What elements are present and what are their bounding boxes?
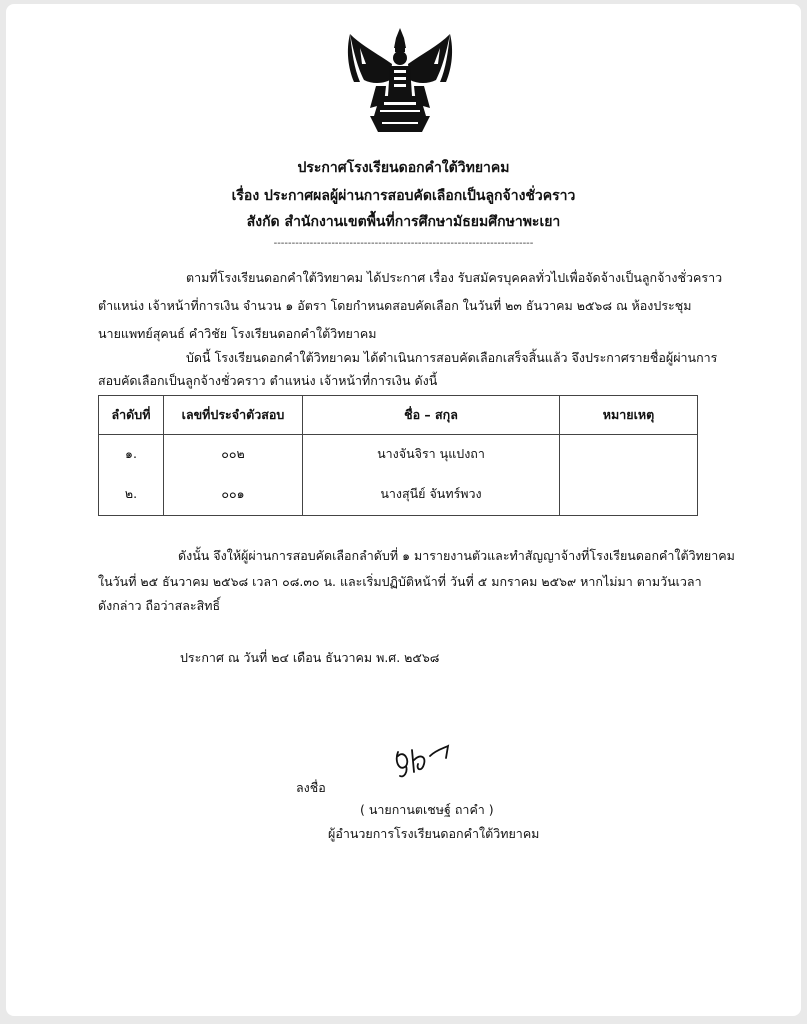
column-header-exam-no: เลขที่ประจำตัวสอบ bbox=[164, 396, 303, 435]
table-row bbox=[99, 435, 698, 474]
body-paragraph-2-line-2: สอบคัดเลือกเป็นลูกจ้างชั่วคราว ตำแหน่ง เจ้าหน้าที่การเงิน ดังนี้ bbox=[98, 373, 438, 388]
cell-order: ๑. bbox=[99, 435, 164, 474]
column-header-name: ชื่อ – สกุล bbox=[303, 396, 560, 435]
cell-note bbox=[560, 473, 698, 516]
column-header-order: ลำดับที่ bbox=[99, 396, 164, 435]
garuda-emblem-icon bbox=[340, 24, 460, 142]
cell-exam-no: ๐๐๑ bbox=[164, 473, 303, 516]
announcement-date: ประกาศ ณ วันที่ ๒๔ เดือน ธันวาคม พ.ศ. ๒๕๖๘ bbox=[180, 650, 440, 665]
separator-line: ------------------------------------------------------------------------ bbox=[273, 238, 534, 249]
signatory-position: ผู้อำนวยการโรงเรียนดอกคำใต้วิทยาคม bbox=[328, 826, 540, 841]
signature-label: ลงชื่อ bbox=[296, 780, 326, 795]
body-paragraph-3-line-3: ดังกล่าว ถือว่าสละสิทธิ์ bbox=[98, 598, 221, 613]
table-row bbox=[99, 473, 698, 516]
table-header-row bbox=[99, 396, 698, 435]
body-paragraph-1-line-1: ตามที่โรงเรียนดอกคำใต้วิทยาคม ได้ประกาศ เรื่อง รับสมัครบุคคลทั่วไปเพื่อจัดจ้างเป็นลูกจ้างชั่วคราว bbox=[186, 270, 723, 285]
body-paragraph-3-line-1: ดังนั้น จึงให้ผู้ผ่านการสอบคัดเลือกลำดับที่ ๑ มารายงานตัวและทำสัญญาจ้างที่โรงเรียนดอกคำใต้วิทยาคม bbox=[178, 548, 735, 563]
signature-icon bbox=[390, 742, 460, 782]
cell-name: นางจันจิรา นุแปงถา bbox=[303, 435, 560, 474]
cell-note bbox=[560, 435, 698, 474]
announcement-affiliation: สังกัด สำนักงานเขตพื้นที่การศึกษามัธยมศึกษาพะเยา bbox=[246, 214, 561, 230]
cell-exam-no: ๐๐๒ bbox=[164, 435, 303, 474]
results-table bbox=[98, 395, 698, 516]
announcement-subject: เรื่อง ประกาศผลผู้ผ่านการสอบคัดเลือกเป็นลูกจ้างชั่วคราว bbox=[231, 188, 576, 204]
column-header-note: หมายเหตุ bbox=[560, 396, 698, 435]
body-paragraph-2-line-1: บัดนี้ โรงเรียนดอกคำใต้วิทยาคม ได้ดำเนินการสอบคัดเลือกเสร็จสิ้นแล้ว จึงประกาศรายชื่อผู้ผ่านการ bbox=[186, 350, 718, 365]
cell-name: นางสุนีย์ จันทร์พวง bbox=[303, 473, 560, 516]
body-paragraph-3-line-2: ในวันที่ ๒๕ ธันวาคม ๒๕๖๘ เวลา ๐๘.๓๐ น. และเริ่มปฏิบัติหน้าที่ วันที่ ๕ มกราคม ๒๕๖๙ หากไม่มา ตามวันเวลา bbox=[98, 574, 702, 589]
body-paragraph-1-line-3: นายแพทย์สุคนธ์ คำวิชัย โรงเรียนดอกคำใต้วิทยาคม bbox=[98, 326, 377, 341]
body-paragraph-1-line-2: ตำแหน่ง เจ้าหน้าที่การเงิน จำนวน ๑ อัตรา โดยกำหนดสอบคัดเลือก ในวันที่ ๒๓ ธันวาคม ๒๕๖๘ ณ ห้องประชุม bbox=[98, 298, 692, 313]
signatory-name: ( นายกานตเชษฐ์ ถาคำ ) bbox=[360, 802, 494, 817]
cell-order: ๒. bbox=[99, 473, 164, 516]
announcement-title: ประกาศโรงเรียนดอกคำใต้วิทยาคม bbox=[297, 160, 510, 176]
